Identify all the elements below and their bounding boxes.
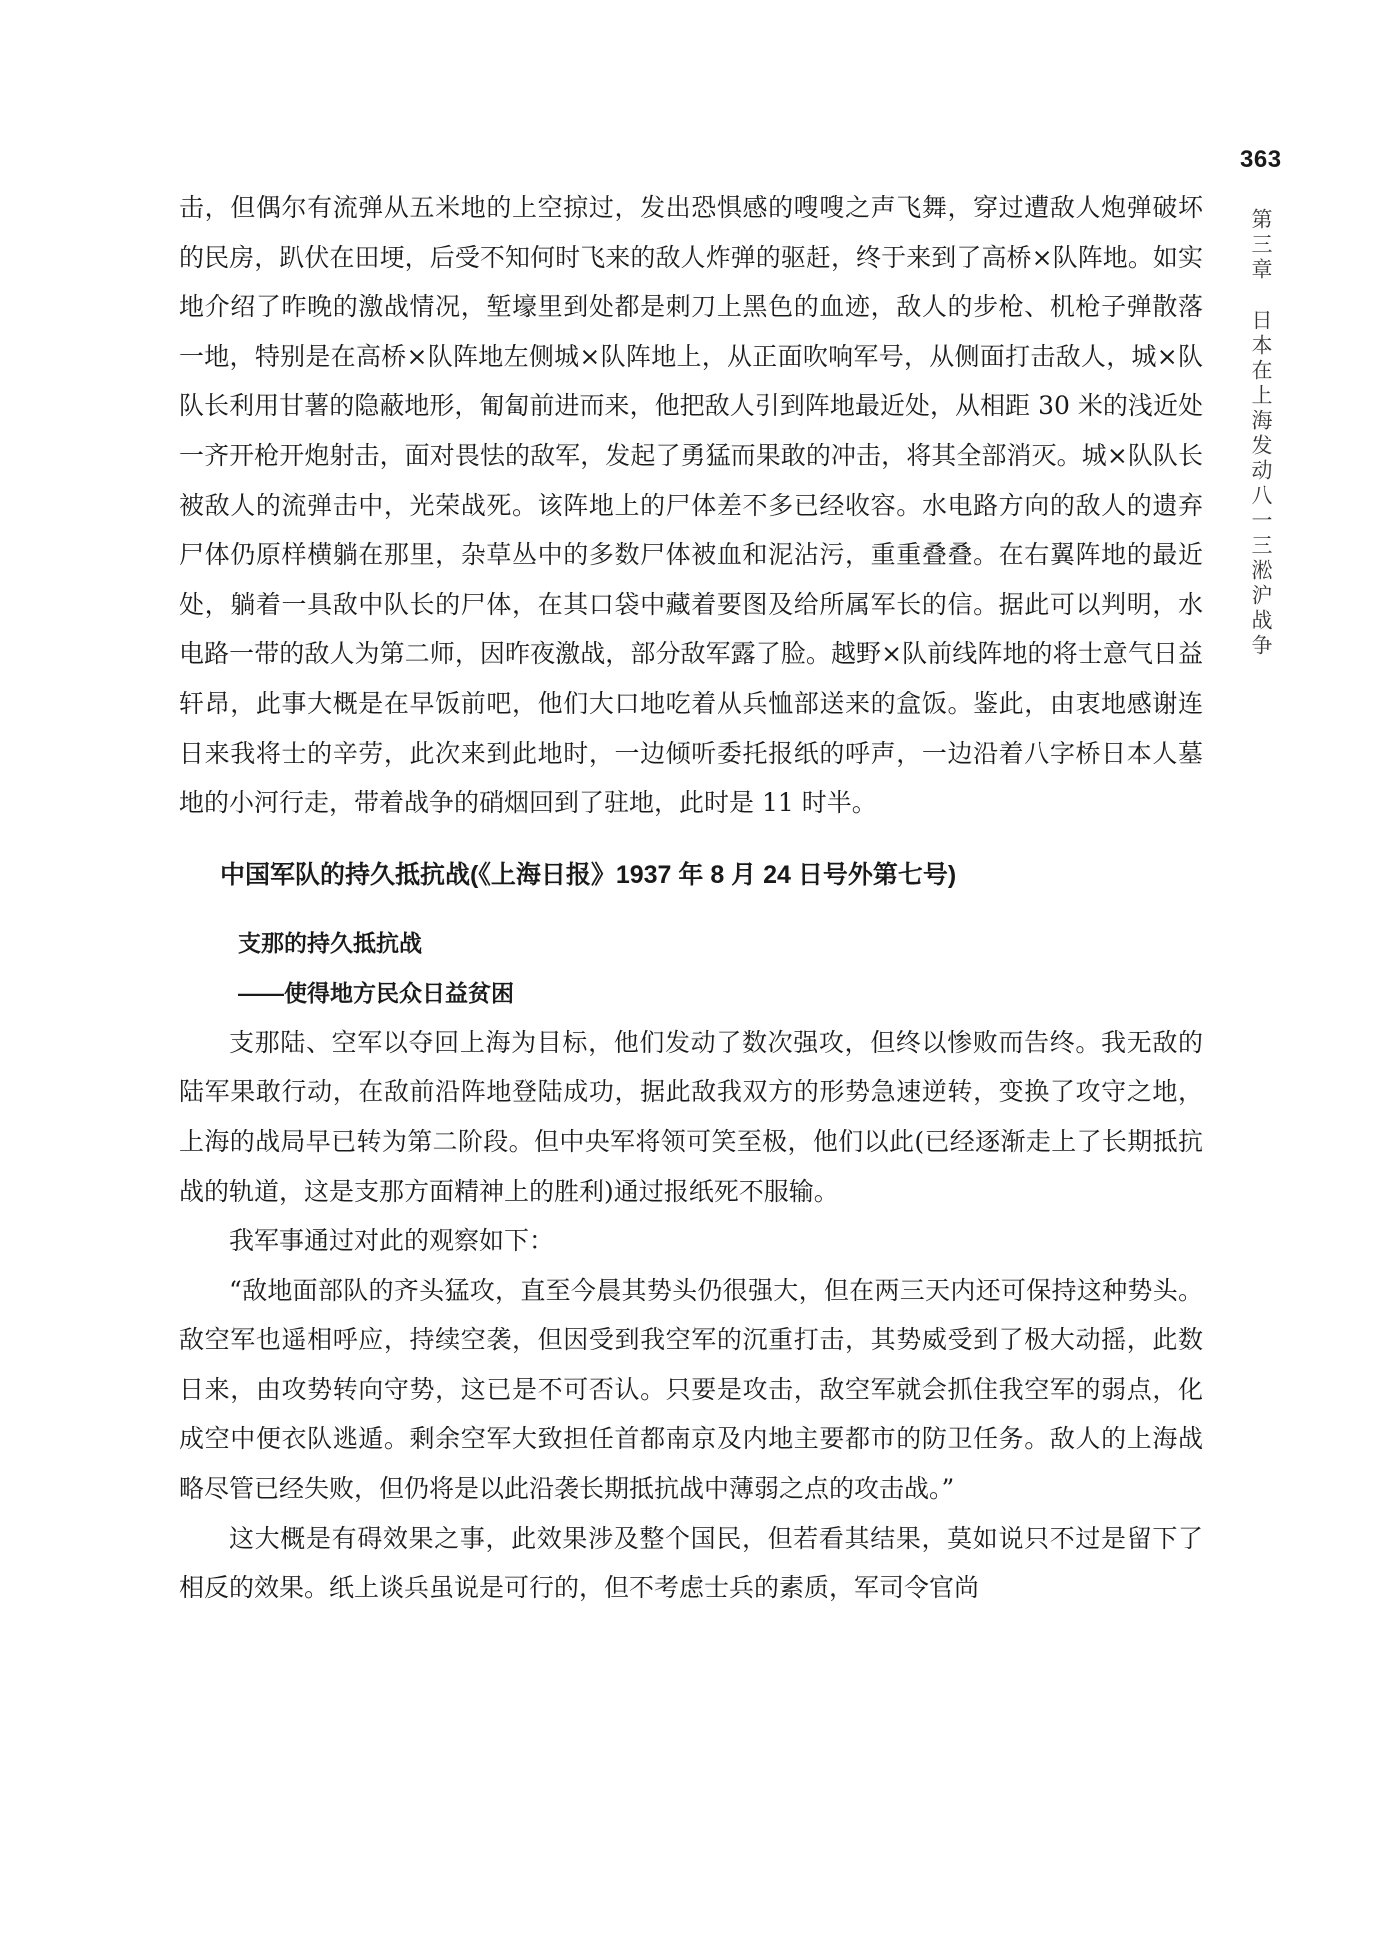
running-header-chapter: 第三章 [1249,208,1273,283]
article-title: 支那的持久抵抗战 [238,929,422,956]
body-paragraph-quote: “敌地面部队的齐头猛攻，直至今晨其势头仍很强大，但在两三天内还可保持这种势头。敌空军也遥相呼应，持续空袭，但因受到我空军的沉重打击，其势威受到了极大动摇，此数日来，由攻势转向守势，这已是不可否认。只要是攻击，敌空军就会抓住我空军的弱点，化成空中便衣队逃遁。剩余空军大致担任首都南京及内地主要都市的防卫任务。敌人的上海战略尽管已经失败，但仍将是以此沿袭长期抵抗战中薄弱之点的攻击战。” [179,1275,1203,1504]
body-paragraph: 支那陆、空军以夺回上海为目标，他们发动了数次强攻，但终以惨败而告终。我无敌的陆军果敢行动，在敌前沿阵地登陆成功，据此敌我双方的形势急速逆转，变换了攻守之地，上海的战局早已转为第二阶段。但中央军将领可笑至极，他们以此(已经逐渐走上了长期抵抗战的轨道，这是支那方面精神上的胜利)通过报纸死不服输。 [179,1027,1203,1206]
body-paragraph: 我军事通过对此的观察如下： [229,1226,555,1256]
running-header [1242,208,1276,659]
page-body [179,183,1203,1613]
body-paragraph: 击，但偶尔有流弹从五米地的上空掠过，发出恐惧感的嗖嗖之声飞舞，穿过遭敌人炮弹破坏的民房，趴伏在田埂，后受不知何时飞来的敌人炸弹的驱赶，终于来到了高桥×队阵地。如实地介绍了昨晚的激战情况，堑壕里到处都是刺刀上黑色的血迹，敌人的步枪、机枪子弹散落一地，特别是在高桥×队阵地左侧城×队阵地上，从正面吹响军号，从侧面打击敌人，城×队队长利用甘薯的隐蔽地形，匍匐前进而来，他把敌人引到阵地最近处，从相距 30 米的浅近处一齐开枪开炮射击，面对畏怯的敌军，发起了勇猛而果敢的冲击，将其全部消灭。城×队队长被敌人的流弹击中，光荣战死。该阵地上的尸体差不多已经收容。水电路方向的敌人的遗弃尸体仍原样横躺在那里，杂草丛中的多数尸体被血和泥沾污，重重叠叠。在右翼阵地的最近处，躺着一具敌中队长的尸体，在其口袋中藏着要图及给所属军长的信。据此可以判明，水电路一带的敌人为第二师，因昨夜激战，部分敌军露了脸。越野×队前线阵地的将士意气日益轩昂，此事大概是在早饭前吧，他们大口地吃着从兵恤部送来的盒饭。鉴此，由衷地感谢连日来我将士的辛劳，此次来到此地时，一边倾听委托报纸的呼声，一边沿着八字桥日本人墓地的小河行走，带着战争的硝烟回到了驻地，此时是 11 时半。 [179,193,1203,818]
article-subtitle: ——使得地方民众日益贫困 [238,979,514,1006]
page-number: 363 [1240,146,1282,173]
section-heading: 中国军队的持久抵抗战(《上海日报》1937 年 8 月 24 日号外第七号) [220,860,957,889]
body-paragraph: 这大概是有碍效果之事，此效果涉及整个国民，但若看其结果，莫如说只不过是留下了相反的效果。纸上谈兵虽说是可行的，但不考虑士兵的素质，军司令官尚 [179,1523,1203,1603]
running-header-title: 日本在上海发动八一三淞沪战争 [1249,309,1273,659]
